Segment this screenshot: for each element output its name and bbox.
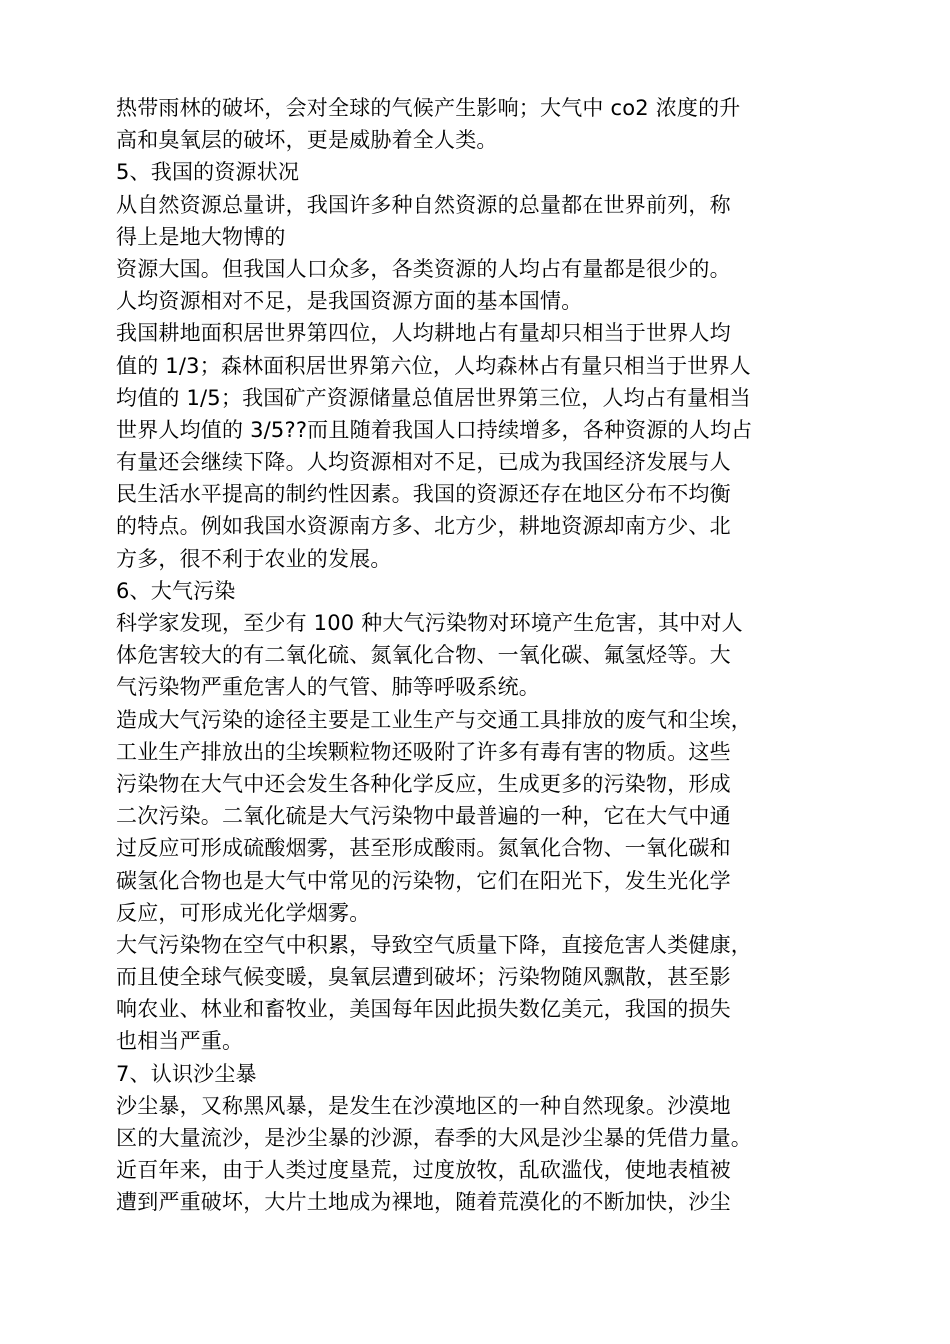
text-line: 二次污染。二氧化硫是大气污染物中最普遍的一种，它在大气中通 [116, 804, 731, 829]
section-heading: 6、大气污染 [116, 578, 236, 603]
text-line: 响农业、林业和畜牧业，美国每年因此损失数亿美元，我国的损失 [116, 997, 731, 1022]
text-line: 世界人均值的 3/5??而且随着我国人口持续增多，各种资源的人均占 [116, 417, 753, 442]
text-line: 反应，可形成光化学烟雾。 [116, 900, 371, 925]
text-line: 而且使全球气候变暖，臭氧层遭到破坏；污染物随风飘散，甚至影 [116, 965, 731, 990]
text-line: 科学家发现，至少有 100 种大气污染物对环境产生危害，其中对人 [116, 611, 743, 635]
text-line: 大气污染物在空气中积累，导致空气质量下降，直接危害人类健康， [116, 932, 752, 957]
text-line: 方多，很不利于农业的发展。 [116, 546, 392, 571]
text-line: 资源大国。但我国人口众多，各类资源的人均占有量都是很少的。 [116, 256, 731, 281]
section-heading: 7、认识沙尘暴 [116, 1061, 257, 1086]
text-line: 区的大量流沙，是沙尘暴的沙源，春季的大风是沙尘暴的凭借力量。 [116, 1126, 752, 1150]
text-line: 沙尘暴，又称黑风暴，是发生在沙漠地区的一种自然现象。沙漠地 [116, 1093, 731, 1118]
text-line: 造成大气污染的途径主要是工业生产与交通工具排放的废气和尘埃， [116, 707, 752, 732]
text-line: 热带雨林的破坏，会对全球的气候产生影响；大气中 co2 浓度的升 [116, 96, 741, 120]
text-line: 碳氢化合物也是大气中常见的污染物，它们在阳光下，发生光化学 [116, 868, 731, 893]
text-line: 工业生产排放出的尘埃颗粒物还吸附了许多有毒有害的物质。这些 [116, 739, 731, 764]
text-line: 污染物在大气中还会发生各种化学反应，生成更多的污染物，形成 [116, 771, 731, 796]
text-line: 过反应可形成硫酸烟雾，甚至形成酸雨。氮氧化合物、一氧化碳和 [116, 836, 731, 861]
text-line: 近百年来，由于人类过度垦荒，过度放牧，乱砍滥伐，使地表植被 [116, 1158, 731, 1183]
text-line: 高和臭氧层的破坏，更是威胁着全人类。 [116, 128, 498, 153]
text-line: 体危害较大的有二氧化硫、氮氧化合物、一氧化碳、氟氢烃等。大 [116, 643, 731, 668]
text-line: 遭到严重破坏，大片土地成为裸地，随着荒漠化的不断加快，沙尘 [116, 1190, 731, 1215]
text-line: 也相当严重。 [116, 1029, 244, 1054]
text-line: 从自然资源总量讲，我国许多种自然资源的总量都在世界前列，称 [116, 192, 731, 217]
text-line: 气污染物严重危害人的气管、肺等呼吸系统。 [116, 675, 540, 700]
text-line: 民生活水平提高的制约性因素。我国的资源还存在地区分布不均衡 [116, 482, 731, 507]
text-line: 有量还会继续下降。人均资源相对不足，已成为我国经济发展与人 [116, 450, 731, 475]
text-line: 值的 1/3；森林面积居世界第六位，人均森林占有量只相当于世界人 [116, 353, 751, 378]
section-heading: 5、我国的资源状况 [116, 160, 300, 185]
text-line: 我国耕地面积居世界第四位，人均耕地占有量却只相当于世界人均 [116, 321, 731, 346]
text-line: 的特点。例如我国水资源南方多、北方少，耕地资源却南方少、北 [116, 514, 731, 539]
text-line: 人均资源相对不足，是我国资源方面的基本国情。 [116, 289, 583, 314]
text-line: 均值的 1/5；我国矿产资源储量总值居世界第三位，人均占有量相当 [116, 385, 751, 410]
document-body [116, 92, 836, 1219]
text-line: 得上是地大物博的 [116, 224, 286, 249]
